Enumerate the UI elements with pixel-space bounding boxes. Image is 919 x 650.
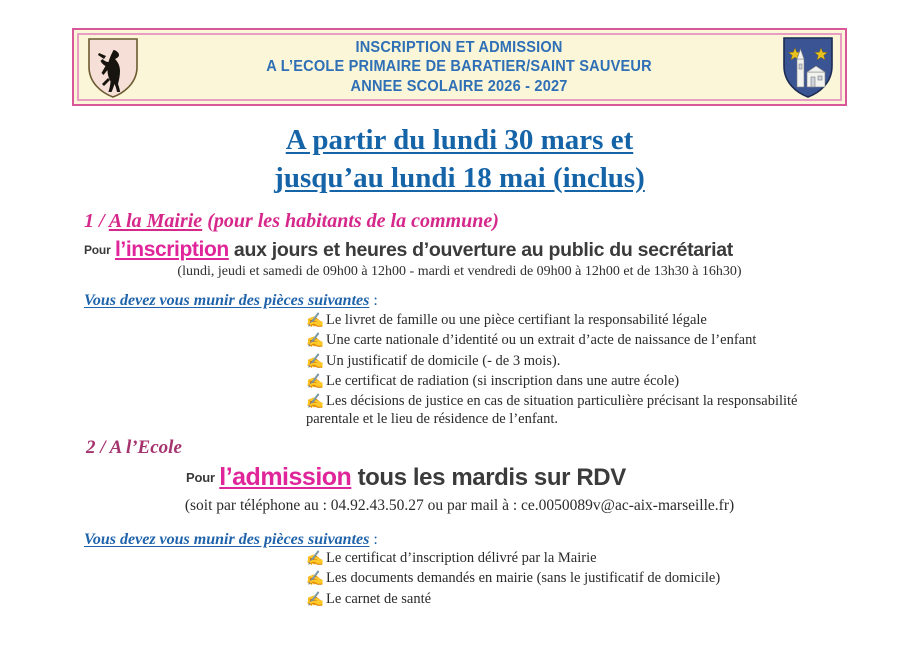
list-item [306,352,866,370]
header-line-2: A L’ECOLE PRIMAIRE DE BARATIER/SAINT SAUVEUR [266,58,653,76]
section-2-documents-list [306,549,866,610]
header-title-block [74,30,845,104]
writing-hand-icon: ✍ [306,394,325,411]
list-item [306,590,866,608]
list-item [306,372,866,390]
writing-hand-icon: ✍ [306,551,325,567]
header-line-3: ANNEE SCOLAIRE 2026 - 2027 [350,77,569,95]
section-2-keyword-admission: l’admission [219,463,352,491]
list-item [306,392,866,429]
page-title-line-1: A partir du lundi 30 mars et [285,124,634,156]
section-1-heading-rest: (pour les habitants de la commune) [202,210,499,232]
list-item-text: Les documents demandés en mairie (sans le justificatif de domicile) [326,570,721,587]
section-2-contact-line: (soit par téléphone au : 04.92.43.50.27 ou par mail à : ce.0050089v@ac-aix-marseille.fr) [184,497,735,514]
list-item-text: Le carnet de santé [326,590,432,607]
section-1-keyword-inscription: l’inscription [115,238,229,261]
list-item [306,569,866,587]
writing-hand-icon: ✍ [306,333,325,350]
list-item-text: Les décisions de justice en cas de situation particulière précisant la responsabilité [326,393,798,410]
section-1-heading-underlined: A la Mairie [108,210,203,232]
section-1-pour-label: Pour [84,243,111,257]
section-1-opening-hours: (lundi, jeudi et samedi de 09h00 à 12h00 - mardi et vendredi de 09h00 à 12h00 et de 13h30 à 16h30) [177,264,742,279]
list-item [306,311,866,329]
section-1-documents-list [306,311,866,431]
list-item-text: Une carte nationale d’identité ou un extrait d’acte de naissance de l’enfant [326,332,757,349]
section-2-pour-label: Pour [186,470,215,485]
writing-hand-icon: ✍ [306,591,325,608]
list-item-text: Le livret de famille ou une pièce certifiant la responsabilité légale [326,312,707,328]
list-item-text: Un justificatif de domicile (- de 3 mois). [326,352,561,369]
section-1-documents-heading [84,292,378,310]
list-item-text: Le certificat de radiation (si inscription dans une autre école) [326,372,680,389]
section-1-heading [84,210,499,233]
writing-hand-icon: ✍ [306,571,325,588]
writing-hand-icon: ✍ [306,313,325,329]
list-item-text: Le certificat d’inscription délivré par la Mairie [326,550,597,566]
header-banner [72,28,847,106]
section-1-documents-heading-colon: : [369,292,378,309]
section-2-admission-line [186,463,626,492]
section-2-documents-heading [84,531,378,549]
section-2-admission-rest: tous les mardis sur RDV [351,464,626,491]
list-item [306,549,866,567]
saint-sauveur-coat-of-arms-icon [781,36,835,99]
writing-hand-icon: ✍ [306,353,325,370]
section-2-documents-heading-colon: : [369,531,378,548]
list-item [306,331,866,349]
section-1-number: 1 / [84,210,109,232]
section-1-inscription-rest: aux jours et heures d’ouverture au public du secrétariat [228,239,733,261]
header-line-1: INSCRIPTION ET ADMISSION [355,39,564,57]
writing-hand-icon: ✍ [306,373,325,390]
page-title [0,122,919,197]
section-2-heading: 2 / A l’Ecole [86,437,182,458]
section-2-documents-heading-text: Vous devez vous munir des pièces suivantes [84,531,370,548]
list-item-continuation: parentale et le lieu de résidence de l’enfant. [306,411,559,428]
page-title-line-2: jusqu’au lundi 18 mai (inclus) [274,161,645,194]
section-1-inscription-line [84,238,733,262]
section-1-documents-heading-text: Vous devez vous munir des pièces suivantes [84,292,370,309]
